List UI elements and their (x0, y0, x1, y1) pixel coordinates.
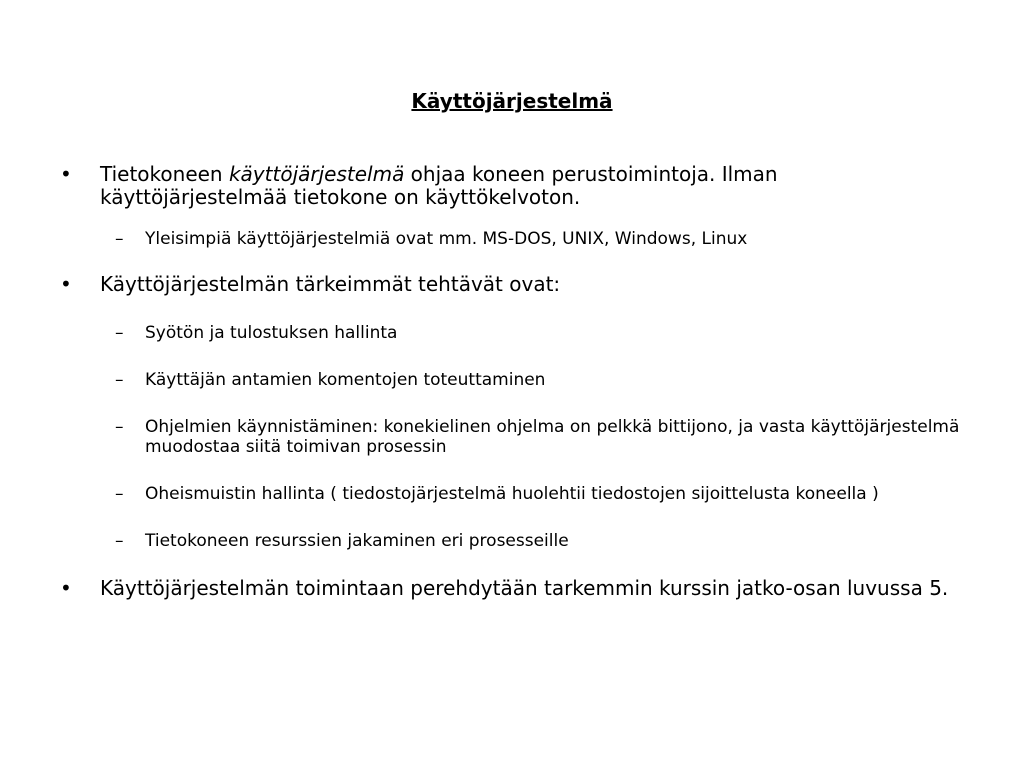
bullet-item (60, 577, 970, 600)
bullet-text: Käyttöjärjestelmän toimintaan perehdytään tarkemmin kurssin jatko-osan luvussa 5. (100, 576, 949, 600)
dash-icon: – (115, 417, 124, 437)
bullet-text-part: Tietokoneen (100, 162, 229, 186)
slide-title: Käyttöjärjestelmä (411, 89, 613, 113)
sub-item-text: Ohjelmien käynnistäminen: konekielinen ohjelma on pelkkä bittijono, ja vasta käyttöjärjestelmä muodostaa siitä toimivan prosessin (145, 417, 960, 457)
bullet-text: Käyttöjärjestelmän tärkeimmät tehtävät ovat: (100, 272, 561, 296)
sub-item-text: Tietokoneen resurssien jakaminen eri prosesseille (145, 531, 569, 551)
sub-item (60, 370, 970, 390)
bullet-dot-icon: • (60, 162, 72, 186)
dash-icon: – (115, 229, 124, 249)
sub-item (60, 531, 970, 551)
sub-item-text: Syötön ja tulostuksen hallinta (145, 323, 398, 343)
sub-item-text: Oheismuistin hallinta ( tiedostojärjestelmä huolehtii tiedostojen sijoittelusta koneella ) (145, 484, 879, 504)
dash-icon: – (115, 370, 124, 390)
sub-item-text: Käyttäjän antamien komentojen toteuttaminen (145, 370, 546, 390)
sub-item (60, 484, 970, 504)
slide-content (60, 163, 970, 600)
bullet-dot-icon: • (60, 272, 72, 296)
sub-item (60, 417, 970, 457)
bullet-item (60, 163, 970, 209)
bullet-dot-icon: • (60, 576, 72, 600)
sub-item (60, 229, 970, 249)
bullet-text-emphasis: käyttöjärjestelmä (228, 162, 405, 186)
dash-icon: – (115, 531, 124, 551)
dash-icon: – (115, 323, 124, 343)
dash-icon: – (115, 484, 124, 504)
bullet-text-part: ohjaa koneen perustoimintoja. Ilman käyttöjärjestelmää tietokone on käyttökelvoton. (100, 162, 778, 209)
sub-item-text: Yleisimpiä käyttöjärjestelmiä ovat mm. MS-DOS, UNIX, Windows, Linux (145, 229, 748, 249)
sub-item (60, 323, 970, 343)
bullet-item (60, 273, 970, 296)
